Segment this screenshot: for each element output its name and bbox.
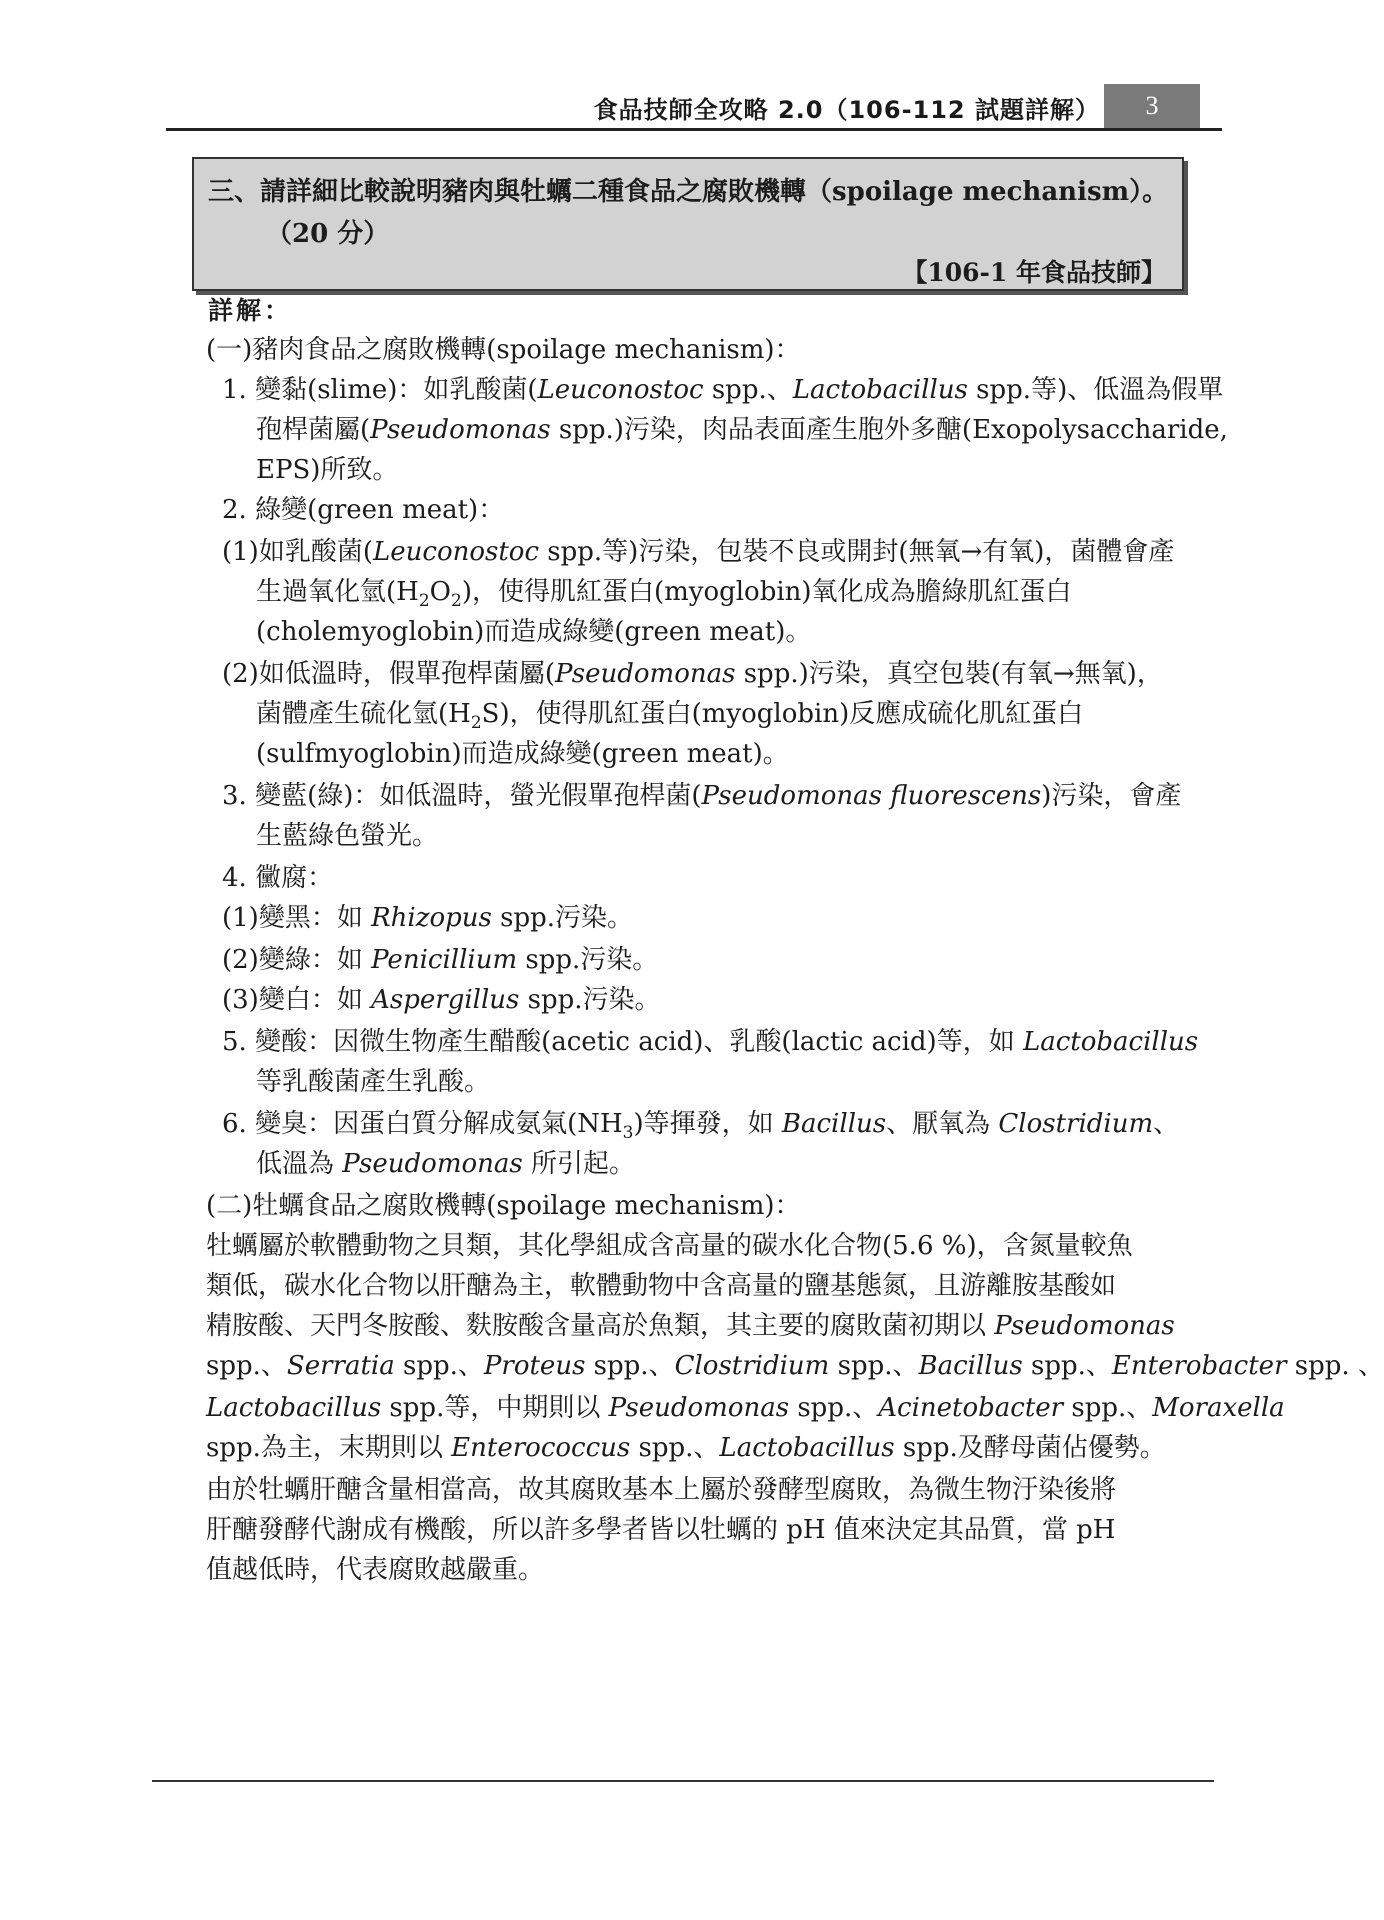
item-green-meat: 2. 綠變(green meat)： <box>222 495 505 525</box>
oyster-paragraph-line: 牡蠣屬於軟體動物之貝類，其化學組成含高量的碳水化合物(5.6 %)，含氮量較魚 <box>206 1231 1133 1261</box>
section-heading-pork: (一)豬肉食品之腐敗機轉(spoilage mechanism)： <box>206 335 801 365</box>
item-mold: 4. 黴腐： <box>222 863 334 893</box>
question-text: 三、請詳細比較說明豬肉與牡蠣二種食品之腐敗機轉（spoilage mechanism）。 <box>208 177 1169 207</box>
page-number: 3 <box>1104 84 1200 128</box>
subitem-mold-white: (3)變白：如 Aspergillus spp.污染。 <box>222 985 661 1015</box>
item-odor-cont: 低溫為 Pseudomonas 所引起。 <box>256 1149 635 1179</box>
subitem-green-2-cont: 菌體產生硫化氫$(H_2S)$，使得肌紅蛋白(myoglobin)反應成硫化肌紅蛋白 <box>256 699 1084 734</box>
oyster-paragraph-line: 由於牡蠣肝醣含量相當高，故其腐敗基本上屬於發酵型腐敗，為微生物汙染後將 <box>206 1475 1117 1505</box>
subitem-mold-black: (1)變黑：如 Rhizopus spp.污染。 <box>222 903 634 933</box>
item-blue-cont: 生藍綠色螢光。 <box>256 821 439 851</box>
item-blue: 3. 變藍(綠)：如低溫時，螢光假單孢桿菌(Pseudomonas fluorescens)污染，會產 <box>222 781 1182 811</box>
section-heading-oyster: (二)牡蠣食品之腐敗機轉(spoilage mechanism)： <box>206 1191 801 1221</box>
question-points: （20 分） <box>266 219 390 249</box>
footer-rule <box>152 1780 1214 1782</box>
subitem-green-2: (2)如低溫時，假單孢桿菌屬(Pseudomonas spp.)污染，真空包裝(有氧→無氧)， <box>222 659 1163 689</box>
oyster-paragraph-line: 精胺酸、天門冬胺酸、麩胺酸含量高於魚類，其主要的腐敗菌初期以 Pseudomonas <box>206 1311 1175 1341</box>
item-odor: 6. 變臭：因蛋白質分解成氨氣$(NH_3)$等揮發，如 Bacillus、厭氧為 Clostridium、 <box>222 1109 1180 1144</box>
oyster-paragraph-line: 值越低時，代表腐敗越嚴重。 <box>206 1555 545 1585</box>
oyster-paragraph-line: Lactobacillus spp.等，中期則以 Pseudomonas spp.、Acinetobacter spp.、Moraxella <box>206 1393 1285 1423</box>
subitem-mold-green: (2)變綠：如 Penicillium spp.污染。 <box>222 945 659 975</box>
book-title: 食品技師全攻略 2.0（106-112 試題詳解） <box>593 96 1100 124</box>
subitem-green-1: (1)如乳酸菌(Leuconostoc spp.等)污染，包裝不良或開封(無氧→有氧)，菌體會產 <box>222 537 1175 567</box>
subitem-green-2-end: (sulfmyoglobin)而造成綠變(green meat)。 <box>256 739 789 769</box>
oyster-paragraph-line: spp.為主，末期則以 Enterococcus spp.、Lactobacillus spp.及酵母菌佔優勢。 <box>206 1433 1166 1463</box>
item-slime-cont: 孢桿菌屬(Pseudomonas spp.)污染，肉品表面產生胞外多醣(Exopolysaccharide, <box>256 415 1228 445</box>
item-sour-cont: 等乳酸菌產生乳酸。 <box>256 1067 491 1097</box>
oyster-paragraph-line: 類低，碳水化合物以肝醣為主，軟體動物中含高量的鹽基態氮，且游離胺基酸如 <box>206 1271 1117 1301</box>
item-slime-end: EPS)所致。 <box>256 455 399 485</box>
oyster-paragraph-line: spp.、Serratia spp.、Proteus spp.、Clostridium spp.、Bacillus spp.、Enterobacter spp. 、 <box>206 1351 1384 1381</box>
item-slime: 1. 變黏(slime)：如乳酸菌(Leuconostoc spp.、Lactobacillus spp.等)、低溫為假單 <box>222 375 1224 405</box>
running-header <box>166 84 1222 131</box>
subitem-green-1-end: (cholemyoglobin)而造成綠變(green meat)。 <box>256 617 812 647</box>
question-source: 【106-1 年食品技師】 <box>902 258 1166 287</box>
question-box <box>192 157 1184 291</box>
item-sour: 5. 變酸：因微生物產生醋酸(acetic acid)、乳酸(lactic acid)等，如 Lactobacillus <box>222 1027 1199 1057</box>
answer-label: 詳解： <box>208 296 293 325</box>
oyster-paragraph-line: 肝醣發酵代謝成有機酸，所以許多學者皆以牡蠣的 pH 值來決定其品質，當 pH <box>206 1515 1116 1545</box>
subitem-green-1-cont: 生過氧化氫$(H_2O_2)$，使得肌紅蛋白(myoglobin)氧化成為膽綠肌紅蛋白 <box>256 577 1072 612</box>
